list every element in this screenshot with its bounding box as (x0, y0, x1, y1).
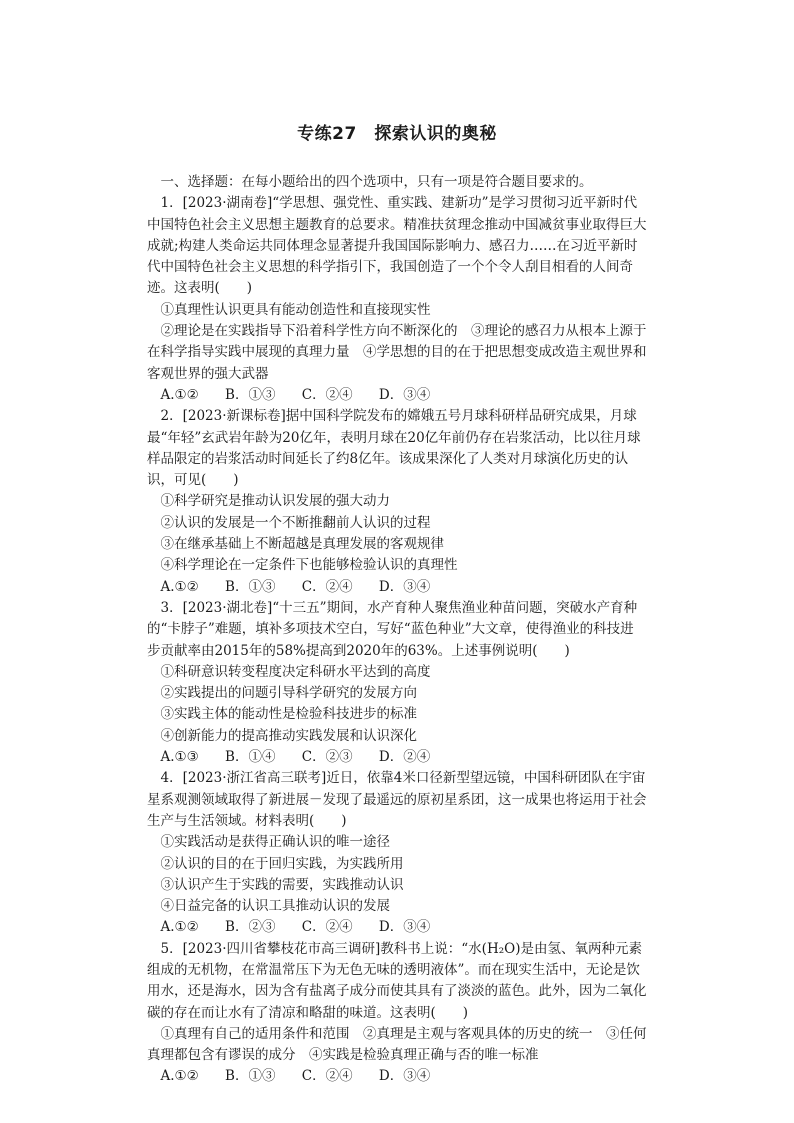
choice-b[interactable]: B．①③ (225, 386, 276, 403)
question-option: ③在继承基础上不断超越是真理发展的客观规律 (160, 536, 444, 553)
question-option: ②认识的目的在于回归实践，为实践所用 (160, 855, 404, 872)
question-stem: 1．[2023·湖南卷]“学思想、强党性、重实践、建新功”是学习贯彻习近平新时代中国特色社会主义思想主题教育的总要求。精准扶贫理念推动中国减贫事业取得巨大成就;构建人类命运共同体理念显著提升我国国际影响力、感召力……在习近平新时代中国特色社会主义思想的科学指引下，我国创造了一个个令人刮目相看的人间奇迹。这表明( ) (147, 195, 647, 297)
choice-c[interactable]: C．②④ (301, 919, 353, 936)
choice-a[interactable]: A.①② (160, 919, 199, 936)
question-option: ③实践主体的能动性是检验科技进步的标准 (160, 706, 417, 723)
choice-c[interactable]: C．②④ (301, 386, 353, 403)
choice-d[interactable]: D．③④ (378, 578, 431, 595)
question-1 (147, 193, 647, 406)
choice-d[interactable]: D．③④ (378, 386, 431, 403)
question-3 (147, 598, 647, 768)
question-option: ④创新能力的提高推动实践发展和认识深化 (160, 727, 417, 744)
question-option: ①科研意识转变程度决定科研水平达到的高度 (160, 663, 431, 680)
choice-b[interactable]: B．①③ (225, 1068, 276, 1085)
choice-a[interactable]: A.①② (160, 578, 199, 595)
question-option: ①科学研究是推动认识发展的强大动力 (160, 493, 390, 510)
answer-choices (147, 747, 647, 768)
question-option: ①实践活动是获得正确认识的唯一途径 (160, 834, 390, 851)
choice-c[interactable]: C．②④ (301, 1068, 353, 1085)
question-4 (147, 768, 647, 938)
choice-a[interactable]: A.①② (160, 386, 199, 403)
answer-choices (147, 917, 647, 938)
section-heading: 一、选择题：在每小题给出的四个选项中，只有一项是符合题目要求的。 (160, 174, 593, 190)
question-list (147, 172, 647, 1088)
question-option: ④日益完备的认识工具推动认识的发展 (160, 898, 390, 915)
question-option: ②认识的发展是一个不断推翻前人认识的过程 (160, 514, 431, 531)
question-option: ③认识产生于实践的需要，实践推动认识 (160, 876, 404, 893)
question-option: ①真理性认识更具有能动创造性和直接现实性 (160, 301, 431, 318)
choice-a[interactable]: A.①② (160, 1068, 199, 1085)
answer-choices (147, 1066, 647, 1087)
choice-b[interactable]: B．①④ (225, 749, 276, 766)
page-title: 专练27 探索认识的奥秘 (297, 124, 497, 144)
choice-d[interactable]: D．③④ (378, 919, 431, 936)
question-option: ②理论是在实践指导下沿着科学性方向不断深化的 ③理论的感召力从根本上源于在科学指导实践中展现的真理力量 ④学思想的目的在于把思想变成改造主观世界和客观世界的强大武器 (147, 323, 647, 382)
question-option: ②实践提出的问题引导科学研究的发展方向 (160, 685, 417, 702)
choice-b[interactable]: B．①③ (225, 578, 276, 595)
question-5 (147, 939, 647, 1088)
answer-choices (147, 385, 647, 406)
question-stem: 2．[2023·新课标卷]据中国科学院发布的嫦娥五号月球科研样品研究成果，月球最“年轻”玄武岩年龄为20亿年，表明月球在20亿年前仍存在岩浆活动，比以往月球样品限定的岩浆活动时间延长了约8亿年。该成果深化了人类对月球演化历史的认识，可见( ) (147, 408, 641, 489)
choice-c[interactable]: C．②③ (301, 749, 353, 766)
question-stem: 5．[2023·四川省攀枝花市高三调研]教科书上说：“水(H₂O)是由氢、氧两种元素组成的无机物，在常温常压下为无色无味的透明液体”。而在现实生活中，无论是饮用水，还是海水，因为含有盐离子成分而使其具有了淡淡的蓝色。此外，因为二氧化碳的存在而让水有了清凉和略甜的味道。这表明( ) (147, 940, 647, 1021)
choice-b[interactable]: B．②③ (225, 919, 276, 936)
question-option: ①真理有自己的适用条件和范围 ②真理是主观与客观具体的历史的统一 ③任何真理都包含有谬误的成分 ④实践是检验真理正确与否的唯一标准 (147, 1025, 647, 1064)
choice-c[interactable]: C．②④ (301, 578, 353, 595)
question-stem: 3．[2023·湖北卷]“十三五”期间，水产育种人聚焦渔业种苗问题，突破水产育种的“卡脖子”难题，填补多项技术空白，写好“蓝色种业”大文章，使得渔业的科技进步贡献率由2015年的58%提高到2020年的63%。上述事例说明( ) (147, 599, 638, 659)
question-2 (147, 406, 647, 598)
question-option: ④科学理论在一定条件下也能够检验认识的真理性 (160, 557, 458, 574)
choice-d[interactable]: D．③④ (378, 1068, 431, 1085)
choice-a[interactable]: A.①③ (160, 749, 199, 766)
question-stem: 4．[2023·浙江省高三联考]近日，依靠4米口径新型望远镜，中国科研团队在宇宙星系观测领域取得了新进展－发现了最遥远的原初星系团，这一成果也将运用于社会生产与生活领域。材料表明( ) (147, 770, 647, 829)
answer-choices (147, 577, 647, 598)
choice-d[interactable]: D．②④ (378, 749, 431, 766)
